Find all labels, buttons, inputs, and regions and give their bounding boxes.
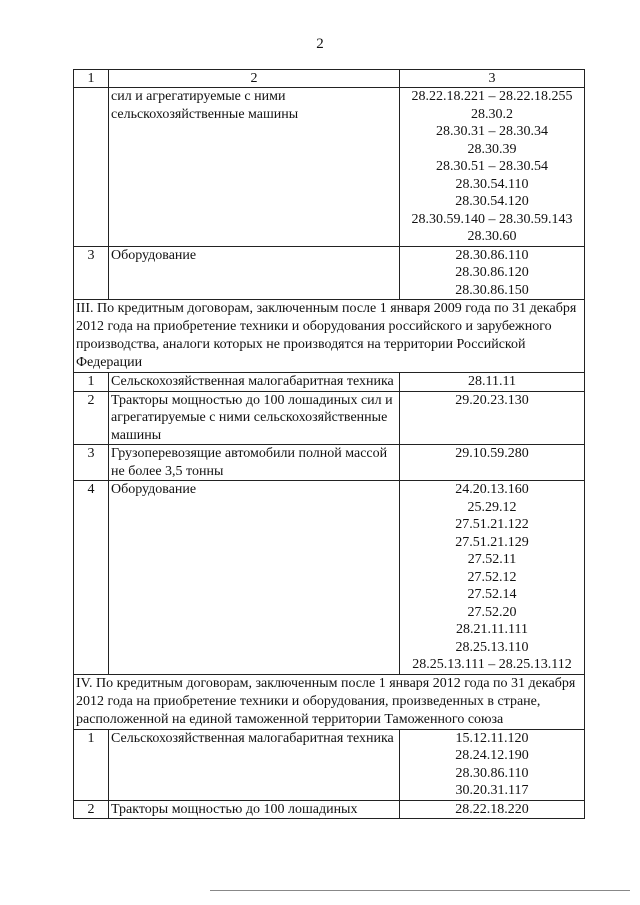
okpd-codes-cell	[400, 800, 585, 819]
section-heading-row	[74, 300, 585, 373]
okpd-code: 29.10.59.280	[455, 446, 529, 461]
equipment-code-table	[73, 69, 585, 819]
okpd-code: 28.22.18.221 – 28.22.18.255	[411, 89, 573, 104]
section-heading: IV. По кредитным договорам, заключенным после 1 января 2012 года по 31 декабря 2012 года на приобретение техники и оборудования, произведенных в стране, расположенной на единой таможенной территории Таможенного союза	[74, 674, 585, 729]
okpd-code: 28.25.13.110	[455, 639, 529, 655]
okpd-code: 28.30.51 – 28.30.54	[436, 159, 548, 174]
header-col-1: 1	[74, 70, 109, 88]
item-name: Сельскохозяйственная малогабаритная техника	[109, 729, 400, 800]
okpd-code: 25.29.12	[467, 499, 517, 515]
table-header-row	[74, 70, 585, 88]
okpd-code: 28.30.86.150	[455, 282, 529, 298]
section-heading-row	[74, 674, 585, 729]
okpd-codes-cell	[400, 246, 585, 300]
okpd-code: 28.30.54.120	[455, 194, 529, 209]
row-number: 1	[74, 373, 109, 392]
table-row	[74, 391, 585, 445]
okpd-code: 27.51.21.122	[455, 517, 529, 532]
row-number	[74, 88, 109, 247]
okpd-codes-cell	[400, 481, 585, 675]
section-heading: III. По кредитным договорам, заключенным после 1 января 2009 года по 31 декабря 2012 года на приобретение техники и оборудования российского и зарубежного производства, аналоги которых не производятся на территории Российской Федерации	[74, 300, 585, 373]
item-name: Оборудование	[109, 481, 400, 675]
okpd-code: 27.52.20	[467, 604, 517, 620]
row-number: 2	[74, 800, 109, 819]
okpd-code: 28.30.86.110	[455, 247, 529, 263]
okpd-codes-cell	[400, 445, 585, 481]
item-name: Грузоперевозящие автомобили полной массой не более 3,5 тонны	[109, 445, 400, 481]
okpd-codes-cell	[400, 729, 585, 800]
okpd-code: 28.25.13.111 – 28.25.13.112	[412, 657, 572, 672]
okpd-code: 28.30.59.140 – 28.30.59.143	[411, 211, 573, 227]
okpd-code: 28.30.2	[471, 106, 513, 122]
table-row	[74, 729, 585, 800]
okpd-code: 29.20.23.130	[455, 392, 529, 408]
okpd-code: 30.20.31.117	[455, 783, 529, 798]
table-body	[74, 70, 585, 819]
okpd-code: 28.24.12.190	[455, 748, 529, 763]
item-name: Оборудование	[109, 246, 400, 300]
table-row	[74, 246, 585, 300]
table-row	[74, 800, 585, 819]
okpd-code: 28.30.39	[467, 141, 517, 157]
okpd-codes-cell	[400, 373, 585, 392]
item-name: Сельскохозяйственная малогабаритная техника	[109, 373, 400, 392]
okpd-code: 28.30.86.120	[455, 265, 529, 280]
table-row	[74, 88, 585, 247]
okpd-codes-cell	[400, 391, 585, 445]
header-col-2: 2	[109, 70, 400, 88]
header-col-3: 3	[400, 70, 585, 88]
okpd-code: 28.30.31 – 28.30.34	[436, 124, 548, 139]
row-number: 3	[74, 445, 109, 481]
okpd-code: 27.52.11	[467, 552, 517, 567]
okpd-code: 24.20.13.160	[455, 482, 529, 497]
row-number: 2	[74, 391, 109, 445]
item-name: сил и агрегатируемые с ними сельскохозяйственные машины	[109, 88, 400, 247]
table-row	[74, 373, 585, 392]
okpd-code: 28.30.60	[467, 229, 517, 244]
okpd-code: 27.52.12	[467, 569, 517, 585]
okpd-code: 15.12.11.120	[455, 730, 529, 746]
item-name: Тракторы мощностью до 100 лошадиных	[109, 800, 400, 819]
okpd-code: 28.11.11	[468, 374, 516, 389]
okpd-code: 28.21.11.111	[456, 622, 528, 637]
row-number: 1	[74, 729, 109, 800]
okpd-code: 27.51.21.129	[455, 534, 529, 550]
page-bottom-rule	[210, 890, 630, 891]
okpd-code: 28.30.54.110	[455, 176, 529, 192]
table-row	[74, 481, 585, 675]
table-row	[74, 445, 585, 481]
page-number: 2	[316, 36, 324, 52]
item-name: Тракторы мощностью до 100 лошадиных сил и агрегатируемые с ними сельскохозяйственные машины	[109, 391, 400, 445]
okpd-code: 27.52.14	[467, 587, 517, 602]
row-number: 3	[74, 246, 109, 300]
row-number: 4	[74, 481, 109, 675]
okpd-code: 28.30.86.110	[455, 765, 529, 781]
okpd-code: 28.22.18.220	[455, 801, 529, 817]
okpd-codes-cell	[400, 88, 585, 247]
